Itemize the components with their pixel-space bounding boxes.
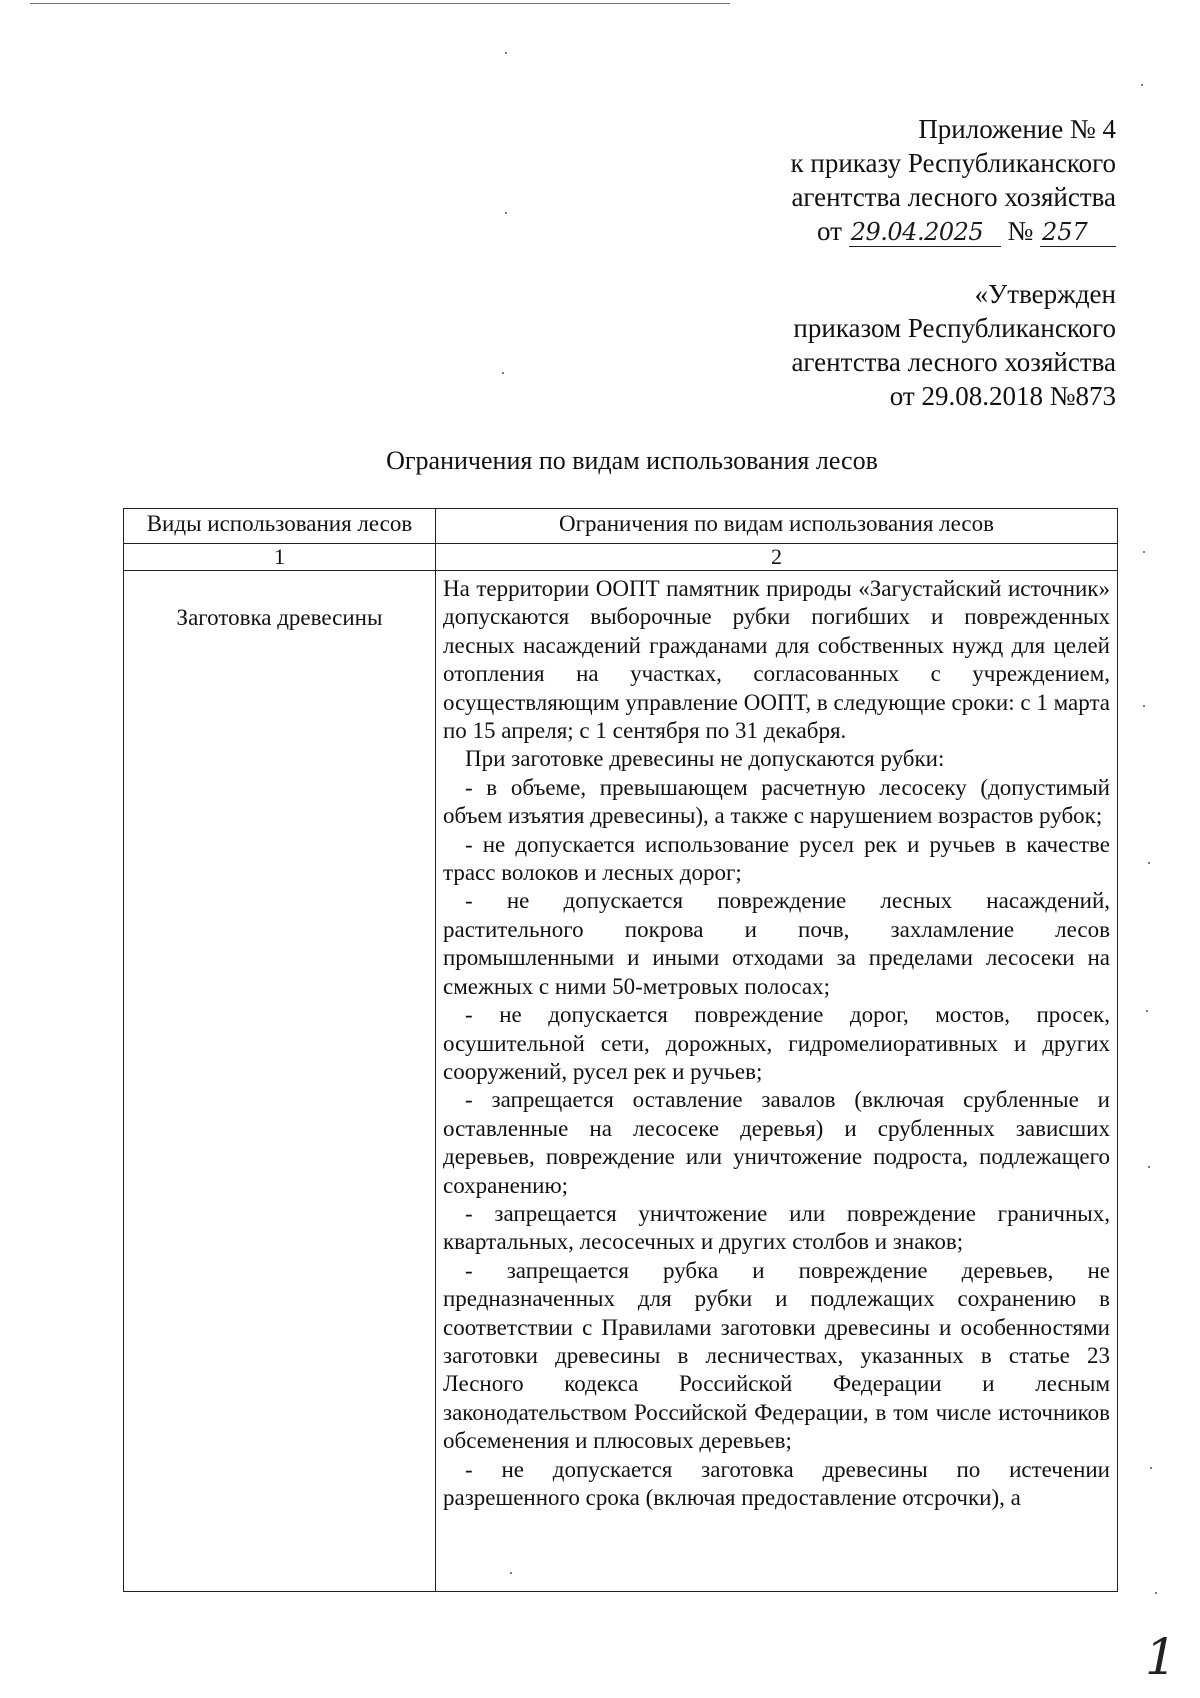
handwritten-date: 29.04.2025 xyxy=(849,218,1001,247)
column-header-restrictions: Ограничения по видам использования лесов xyxy=(436,509,1118,544)
scan-edge-line xyxy=(30,3,730,4)
scan-speck xyxy=(1146,1010,1148,1012)
restriction-item: - не допускается использование русел рек и ручьев в качестве трасс волоков и лесных дорог; xyxy=(443,831,1110,886)
restriction-item: - запрещается рубка и повреждение деревьев, не предназначенных для рубки и подлежащих сохранению в соответствии с Правилами заготовки древесины и особенностями заготовки древесины в лесничествах, указанных в статье 23 Лесного кодекса Российской Федерации и лесным законодательством Российской Федерации, в том числе источников обсеменения и плюсовых деревьев; xyxy=(443,1257,1110,1454)
scan-speck xyxy=(1141,84,1143,86)
scan-speck xyxy=(1148,1166,1150,1168)
approved-date-line: от 29.08.2018 №873 xyxy=(889,381,1116,411)
restriction-item: - запрещается уничтожение или повреждение граничных, квартальных, лесосечных и других столбов и знаков; xyxy=(443,1200,1110,1255)
scan-speck xyxy=(1143,705,1145,707)
column-number-2: 2 xyxy=(436,544,1118,571)
restriction-item: - не допускается повреждение лесных насаждений, растительного покрова и почв, захламление лесов промышленными и иными отходами за пределами лесосеки на смежных с ними 50-метровых полосах; xyxy=(443,888,1110,999)
column-number-row xyxy=(124,544,1118,571)
use-type-cell: Заготовка древесины xyxy=(124,571,436,1592)
approved-label: «Утвержден xyxy=(974,279,1116,309)
approved-agency-line: агентства лесного хозяйства xyxy=(791,347,1116,377)
restrictions-table xyxy=(123,508,1118,1592)
order-reference-line: к приказу Республиканского xyxy=(790,148,1116,178)
scan-speck xyxy=(502,372,504,374)
restriction-item: - не допускается заготовка древесины по истечении разрешенного срока (включая предоставление отсрочки), а xyxy=(443,1456,1110,1510)
handwritten-page-number: 1 xyxy=(1145,1628,1177,1686)
restriction-item: - не допускается повреждение дорог, мостов, просек, осушительной сети, дорожных, гидромелиоративных и других сооружений, русел рек и ручьев; xyxy=(443,1002,1110,1084)
column-header-use-type: Виды использования лесов xyxy=(124,509,436,544)
agency-line: агентства лесного хозяйства xyxy=(791,182,1116,212)
date-prefix: от xyxy=(817,216,842,246)
order-date-line xyxy=(596,214,1116,248)
appendix-header xyxy=(596,112,1116,248)
table-row xyxy=(124,571,1118,1592)
restrictions-cell xyxy=(436,571,1118,1592)
number-prefix: № xyxy=(1007,216,1034,246)
table-header-row xyxy=(124,509,1118,544)
document-title: Ограничения по видам использования лесов xyxy=(386,446,878,475)
restriction-item: - запрещается оставление завалов (включая срубленные и оставленные на лесосеке деревья) и срубленных зависших деревьев, повреждение или уничтожение подроста, подлежащего сохранению; xyxy=(443,1087,1110,1198)
restriction-paragraph: На территории ООПТ памятник природы «Загустайский источник» допускаются выборочные рубки погибших и поврежденных лесных насаждений гражданами для собственных нужд для целей отопления на участках, согласованных с учреждением, осуществляющим управление ООПТ, в следующие сроки: с 1 марта по 15 апреля; с 1 сентября по 31 декабря. xyxy=(443,576,1110,744)
restriction-paragraph: При заготовке древесины не допускаются рубки: xyxy=(465,746,945,772)
appendix-number: Приложение № 4 xyxy=(918,114,1116,144)
scan-speck xyxy=(505,52,507,54)
scan-speck xyxy=(1155,1592,1157,1594)
scan-speck xyxy=(1148,862,1150,864)
scan-speck xyxy=(1143,551,1145,553)
scan-speck xyxy=(505,212,507,214)
scan-speck xyxy=(1150,1467,1152,1469)
column-number-1: 1 xyxy=(124,544,436,571)
handwritten-number: 257 xyxy=(1040,218,1116,247)
approved-order-line: приказом Республиканского xyxy=(793,313,1116,343)
restriction-item: - в объеме, превышающем расчетную лесосеку (допустимый объем изъятия древесины), а также с нарушением возрастов рубок; xyxy=(443,774,1110,829)
approval-block xyxy=(596,277,1116,413)
